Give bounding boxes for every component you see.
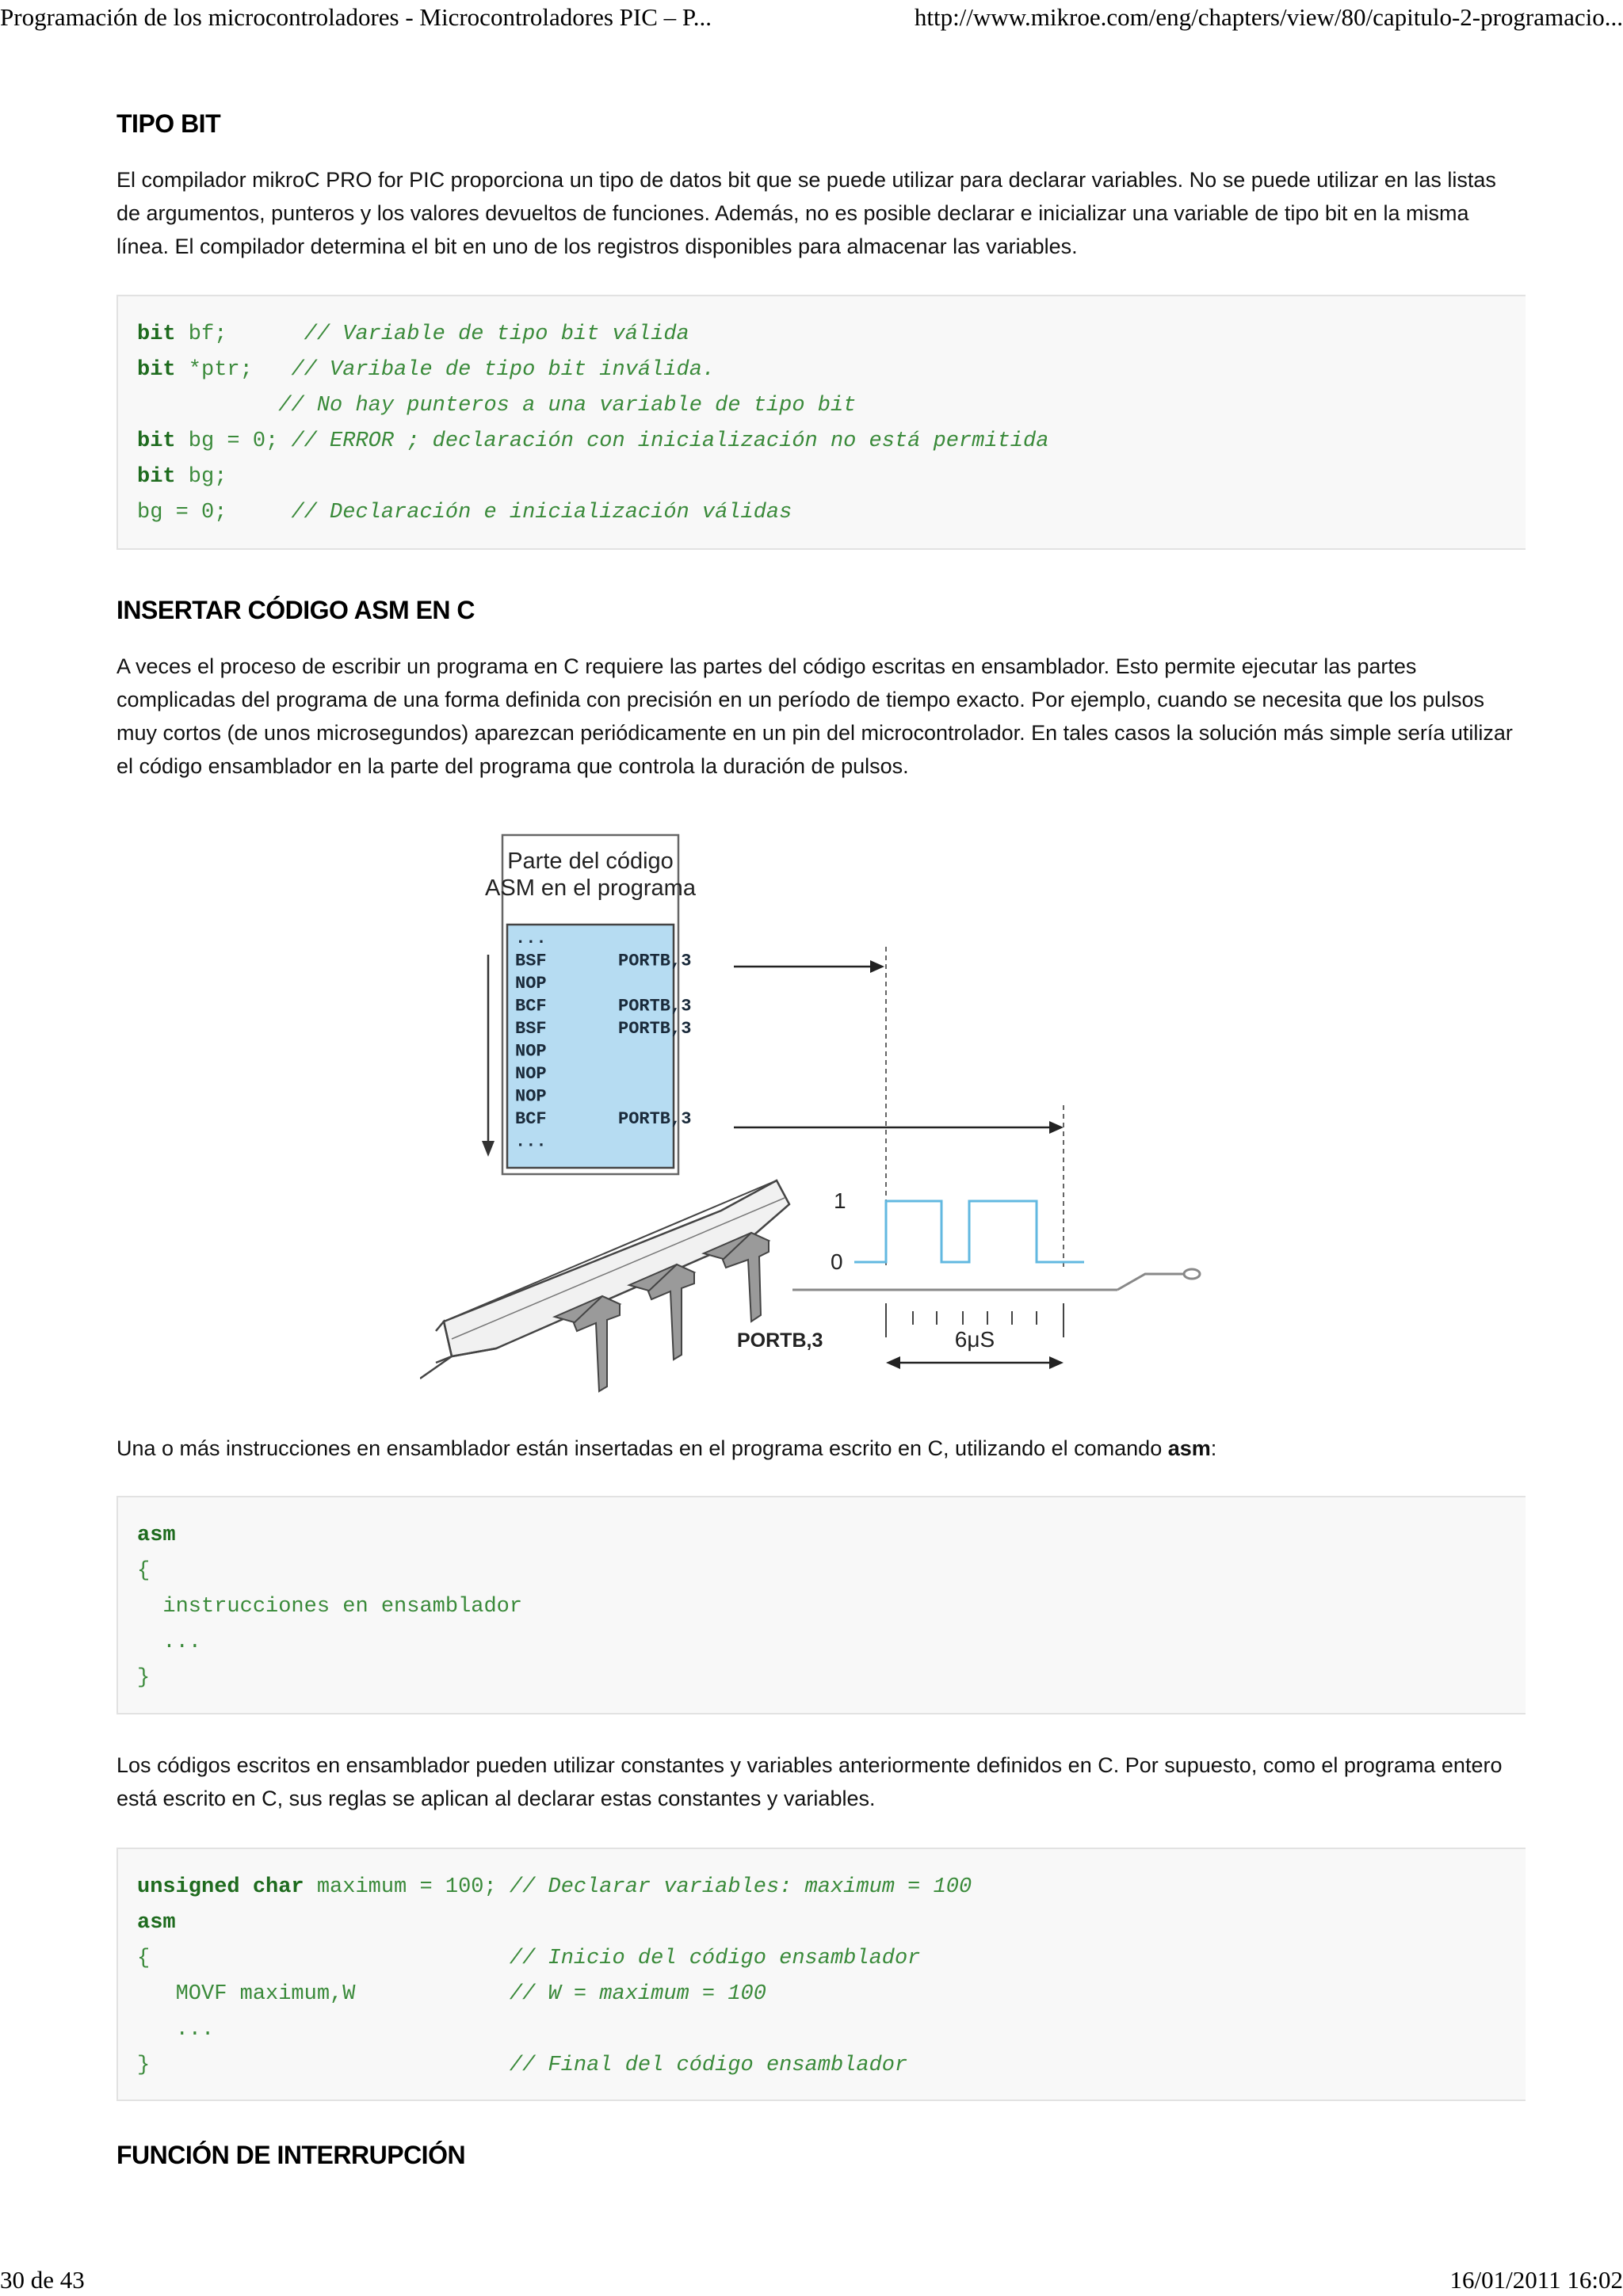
paragraph-asm-vars	[116, 1749, 1526, 1815]
asm-keyword: asm	[1167, 1436, 1211, 1460]
code-block-bit	[116, 295, 1526, 550]
duration-label: 6μS	[954, 1327, 995, 1352]
section-title-insertar-asm: INSERTAR CÓDIGO ASM EN C	[116, 596, 475, 624]
paragraph-insertar-asm: A veces el proceso de escribir un programa en C requiere las partes del código escritas en ensamblador. Esto permite ejecutar las partes complicadas del programa de una forma definida con precisión en un período de tiempo exacto. Por ejemplo, cuando se necesita que los pulsos muy cortos (de unos microsegundos) aparezcan periódicamente en un pin del microcontrolador. En tales casos la solución más simple sería utilizar el código ensamblador en la parte del programa que controla la duración de pulsos.	[116, 654, 1513, 778]
bcf-pointer-head-icon	[1049, 1121, 1064, 1134]
code-block-asm-example	[116, 1848, 1526, 2101]
level-low-label: 0	[831, 1249, 843, 1274]
code-line: instrucciones en ensamblador	[137, 1595, 523, 1619]
print-datetime: 16/01/2011 16:02	[1449, 2266, 1623, 2294]
section-insertar-asm	[116, 588, 1526, 783]
print-footer	[0, 2264, 1623, 2296]
asm-box-title-2: ASM en el programa	[485, 875, 696, 901]
asm-pulse-diagram-svg	[420, 824, 1212, 1402]
code-line: }	[137, 1666, 151, 1690]
print-header	[0, 0, 1623, 35]
code-line: bit bg;	[137, 465, 227, 489]
page-number: 30 de 43	[0, 2266, 85, 2294]
section-tipo-bit	[116, 101, 1526, 263]
pulse-waveform	[854, 1201, 1084, 1262]
asm-pulse-diagram	[420, 824, 1212, 1402]
duration-arrow-left-icon	[886, 1356, 900, 1369]
section-title-tipo-bit: TIPO BIT	[116, 109, 221, 138]
code-line: ...	[137, 2018, 215, 2042]
code-line: asm	[137, 1911, 176, 1935]
code-line: ...	[137, 1630, 202, 1654]
code-line: unsigned char maximum = 100; // Declarar variables: maximum = 100	[137, 1875, 972, 1899]
code-line: MOVF maximum,W // W = maximum = 100	[137, 1982, 766, 2006]
pin-label: PORTB,3	[737, 1329, 823, 1352]
pin-terminal-icon	[1184, 1269, 1200, 1279]
asm-operand: PORTB,3	[618, 1019, 692, 1039]
level-high-label: 1	[834, 1188, 846, 1213]
bsf-pointer-head-icon	[870, 960, 884, 973]
code-line: // No hay punteros a una variable de tipo bit	[278, 394, 857, 418]
code-line: bit bf; // Variable de tipo bit válida	[137, 322, 689, 346]
asm-opcode: BSF	[515, 951, 547, 971]
code-line: { // Inicio del código ensamblador	[137, 1947, 921, 1970]
chip-ridge	[452, 1198, 785, 1339]
code-line: } // Final del código ensamblador	[137, 2054, 908, 2077]
paragraph-tipo-bit: El compilador mikroC PRO for PIC proporciona un tipo de datos bit que se puede utilizar para declarar variables. No se puede utilizar en las listas de argumentos, punteros y los valores devueltos de funciones. Además, no es posible declarar e inicializar una variable de tipo bit en la misma línea. El compilador determina el bit en uno de los registros disponibles para almacenar las variables.	[116, 168, 1496, 258]
paragraph-asm-intro	[116, 1432, 1526, 1465]
asm-opcode: NOP	[515, 1041, 547, 1062]
section-interrupcion	[116, 2133, 1526, 2177]
asm-operand: PORTB,3	[618, 996, 692, 1016]
execution-arrow-head-icon	[482, 1141, 495, 1157]
asm-opcode: NOP	[515, 1086, 547, 1107]
asm-opcode: BCF	[515, 1109, 547, 1129]
duration-arrow-right-icon	[1049, 1356, 1064, 1369]
asm-opcode: NOP	[515, 1064, 547, 1084]
asm-operand: PORTB,3	[618, 951, 692, 971]
asm-box-title-1: Parte del código	[507, 849, 674, 874]
asm-operand: PORTB,3	[618, 1109, 692, 1129]
pin-wire-end	[1117, 1274, 1185, 1290]
asm-opcode: ...	[515, 1131, 547, 1152]
asm-opcode: ...	[515, 929, 547, 948]
code-line: bit *ptr; // Varibale de tipo bit inválida.	[137, 358, 716, 382]
code-line: bit bg = 0; // ERROR ; declaración con inicialización no está permitida	[137, 429, 1049, 453]
asm-opcode: BSF	[515, 1019, 547, 1039]
asm-opcode: NOP	[515, 974, 547, 994]
paragraph-asm-constants: Los códigos escritos en ensamblador pueden utilizar constantes y variables anteriormente definidos en C. Por supuesto, como el programa entero está escrito en C, sus reglas se aplican al declarar estas constantes y variables.	[116, 1753, 1503, 1810]
section-title-interrupcion: FUNCIÓN DE INTERRUPCIÓN	[116, 2141, 466, 2169]
code-line: bg = 0; // Declaración e inicialización válidas	[137, 501, 792, 524]
code-line: asm	[137, 1524, 176, 1547]
document-title: Programación de los microcontroladores - Microcontroladores PIC – P...	[0, 3, 712, 31]
paragraph-asm-command: Una o más instrucciones en ensamblador están insertadas en el programa escrito en C, utilizando el comando asm:	[116, 1436, 1217, 1460]
asm-opcode: BCF	[515, 996, 547, 1016]
document-url[interactable]: http://www.mikroe.com/eng/chapters/view/80/capitulo-2-programacio...	[914, 3, 1623, 31]
code-block-asm-syntax	[116, 1496, 1526, 1714]
code-line: {	[137, 1559, 151, 1583]
